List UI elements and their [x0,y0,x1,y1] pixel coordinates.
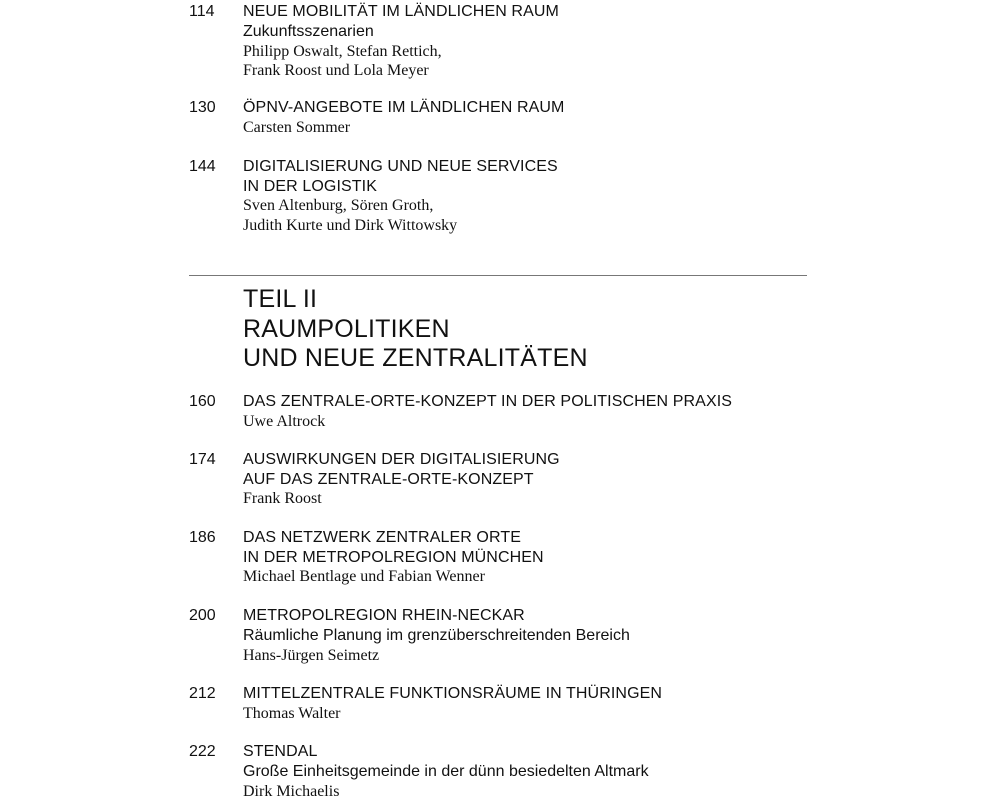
entry-body [243,450,823,509]
chapter-authors: Michael Bentlage und Fabian Wenner [243,567,823,587]
chapter-authors: Frank Roost [243,489,823,509]
chapter-title: AUSWIRKUNGEN DER DIGITALISIERUNG [243,450,823,470]
chapter-title: METROPOLREGION RHEIN-NECKAR [243,606,823,626]
chapter-authors: Thomas Walter [243,704,823,724]
chapter-authors: Carsten Sommer [243,118,823,138]
entry-body [243,157,823,235]
chapter-authors: Uwe Altrock [243,412,823,432]
page-number: 186 [189,528,216,547]
section-divider [189,275,807,276]
entry-body [243,392,823,431]
chapter-authors: Judith Kurte und Dirk Wittowsky [243,216,823,236]
chapter-authors: Hans-Jürgen Seimetz [243,646,823,666]
entry-body [243,684,823,723]
entry-body [243,528,823,587]
part-number: TEIL II [243,285,803,315]
chapter-title: DIGITALISIERUNG UND NEUE SERVICES [243,157,823,177]
chapter-subtitle: Räumliche Planung im grenzüberschreitenden Bereich [243,626,823,646]
chapter-title: IN DER METROPOLREGION MÜNCHEN [243,548,823,568]
part-heading [243,285,803,374]
chapter-title: IN DER LOGISTIK [243,177,823,197]
page-number: 160 [189,392,216,411]
page-number: 174 [189,450,216,469]
chapter-title: NEUE MOBILITÄT IM LÄNDLICHEN RAUM [243,2,823,22]
page-number: 130 [189,98,216,117]
entry-body [243,98,823,137]
chapter-authors: Frank Roost und Lola Meyer [243,61,823,81]
entry-body [243,742,823,801]
chapter-title: DAS ZENTRALE-ORTE-KONZEPT IN DER POLITISCHEN PRAXIS [243,392,823,412]
chapter-title: MITTELZENTRALE FUNKTIONSRÄUME IN THÜRINGEN [243,684,823,704]
entry-body [243,606,823,665]
entry-body [243,2,823,81]
chapter-title: ÖPNV-ANGEBOTE IM LÄNDLICHEN RAUM [243,98,823,118]
page-number: 200 [189,606,216,625]
chapter-subtitle: Zukunftsszenarien [243,22,823,42]
chapter-title: DAS NETZWERK ZENTRALER ORTE [243,528,823,548]
part-title: UND NEUE ZENTRALITÄTEN [243,344,803,374]
page-number: 114 [189,2,215,21]
chapter-authors: Dirk Michaelis [243,782,823,801]
chapter-title: AUF DAS ZENTRALE-ORTE-KONZEPT [243,470,823,490]
part-title: RAUMPOLITIKEN [243,315,803,345]
page-number: 144 [189,157,216,176]
chapter-authors: Sven Altenburg, Sören Groth, [243,196,823,216]
chapter-title: STENDAL [243,742,823,762]
page-number: 222 [189,742,216,761]
page-number: 212 [189,684,216,703]
chapter-subtitle: Große Einheitsgemeinde in der dünn besiedelten Altmark [243,762,823,782]
chapter-authors: Philipp Oswalt, Stefan Rettich, [243,42,823,62]
